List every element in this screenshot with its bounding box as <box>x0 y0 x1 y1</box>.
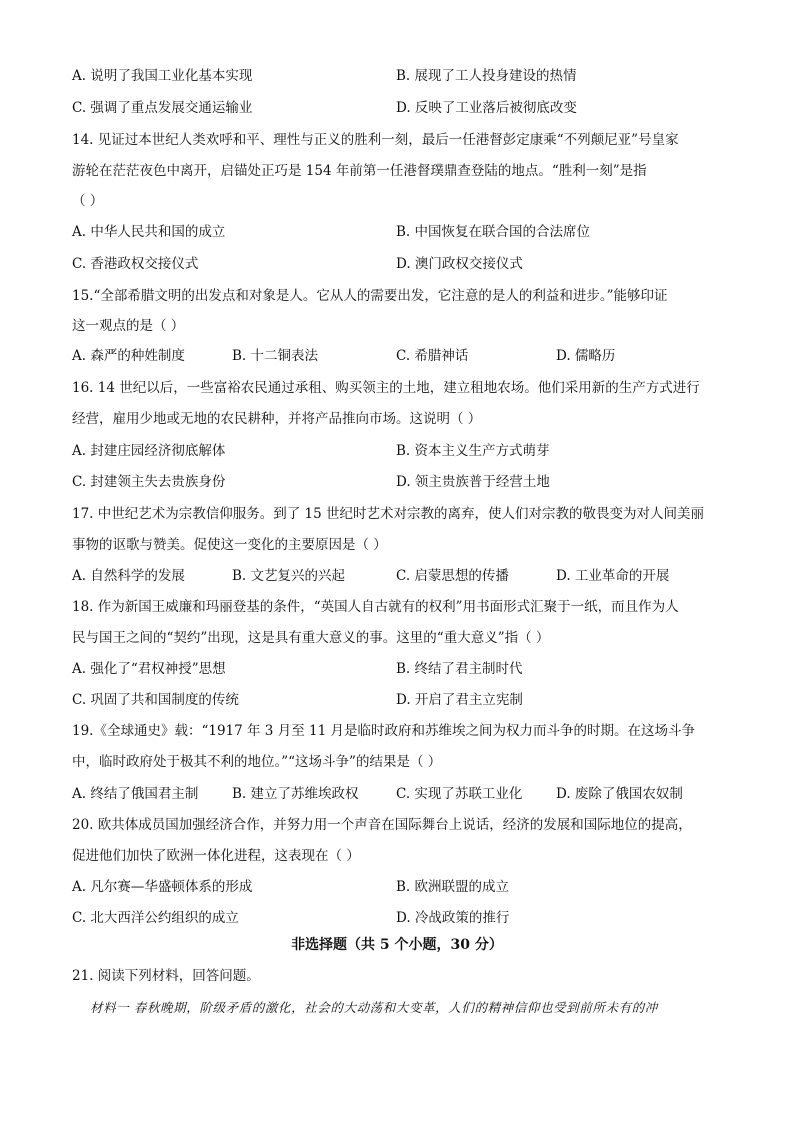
q14-option-a: A. 中华人民共和国的成立 <box>72 224 226 240</box>
q13-option-d: D. 反映了工业落后被彻底改变 <box>396 100 577 116</box>
q13-option-a: A. 说明了我国工业化基本实现 <box>72 68 253 84</box>
q19-option-a: A. 终结了俄国君主制 <box>72 786 199 802</box>
q19-stem-line-1: 19.《全球通史》载：“1917 年 3 月至 11 月是临时政府和苏维埃之间为权力而斗争的时期。在这场斗争 <box>72 723 695 739</box>
q17-option-b: B. 文艺复兴的兴起 <box>232 568 346 584</box>
q17-stem-line-2: 事物的讴歌与赞美。促使这一变化的主要原因是（ ） <box>72 537 387 553</box>
q19-option-b: B. 建立了苏维埃政权 <box>232 786 359 802</box>
q20-option-c: C. 北大西洋公约组织的成立 <box>72 910 239 926</box>
q21-material-one: 材料一 春秋晚期，阶级矛盾的激化，社会的大动荡和大变革，人们的精神信仰也受到前所未有的冲 <box>90 1000 658 1015</box>
q16-option-c: C. 封建领主失去贵族身份 <box>72 474 226 490</box>
q13-option-c: C. 强调了重点发展交通运输业 <box>72 100 253 116</box>
q17-option-a: A. 自然科学的发展 <box>72 568 185 584</box>
q20-option-a: A. 凡尔赛—华盛顿体系的形成 <box>72 879 253 895</box>
q21-stem: 21. 阅读下列材料，回答问题。 <box>72 968 260 984</box>
q18-option-a: A. 强化了“君权神授”思想 <box>72 661 226 677</box>
q15-option-a: A. 森严的种姓制度 <box>72 348 185 364</box>
q14-stem-line-2: 游轮在茫茫夜色中离开，启锚处正巧是 154 年前第一任港督璞鼎查登陆的地点。“胜利一刻”是指 <box>72 163 647 179</box>
q20-stem-line-2: 促进他们加快了欧洲一体化进程，这表现在（ ） <box>72 848 360 864</box>
q19-option-d: D. 废除了俄国农奴制 <box>556 786 683 802</box>
q18-stem-line-2: 民与国王之间的“契约”出现，这是具有重大意义的事。这里的“重大意义”指（ ） <box>72 630 550 646</box>
q19-option-c: C. 实现了苏联工业化 <box>396 786 523 802</box>
q16-stem-line-2: 经营，雇用少地或无地的农民耕种，并将产品推向市场。这说明（ ） <box>72 411 482 427</box>
q15-option-d: D. 儒略历 <box>556 348 616 364</box>
q18-stem-line-1: 18. 作为新国王威廉和玛丽登基的条件，“英国人自古就有的权利”用书面形式汇聚于一纸，而且作为人 <box>72 599 679 615</box>
q16-stem-line-1: 16. 14 世纪以后，一些富裕农民通过承租、购买领主的土地，建立租地农场。他们采用新的生产方式进行 <box>72 380 700 396</box>
q20-option-b: B. 欧洲联盟的成立 <box>396 879 510 895</box>
q13-option-b: B. 展现了工人投身建设的热情 <box>396 68 577 84</box>
q17-option-c: C. 启蒙思想的传播 <box>396 568 509 584</box>
q15-option-c: C. 希腊神话 <box>396 348 469 364</box>
q17-option-d: D. 工业革命的开展 <box>556 568 670 584</box>
q20-option-d: D. 冷战政策的推行 <box>396 910 510 926</box>
q18-option-b: B. 终结了君主制时代 <box>396 661 523 677</box>
q14-option-d: D. 澳门政权交接仪式 <box>396 256 523 272</box>
q14-stem-line-1: 14. 见证过本世纪人类欢呼和平、理性与正义的胜利一刻，最后一任港督彭定康乘“不列颠尼亚”号皇家 <box>72 132 679 148</box>
q16-option-a: A. 封建庄园经济彻底解体 <box>72 443 226 459</box>
q19-stem-line-2: 中，临时政府处于极其不利的地位。”“这场斗争”的结果是（ ） <box>72 754 442 770</box>
q20-stem-line-1: 20. 欧共体成员国加强经济合作，并努力用一个声音在国际舞台上说话，经济的发展和国际地位的提高， <box>72 817 692 833</box>
q15-stem-line-1: 15.“全部希腊文明的出发点和对象是人。它从人的需要出发，它注意的是人的利益和进步。”能够印证 <box>72 288 668 304</box>
q16-option-b: B. 资本主义生产方式萌芽 <box>396 443 550 459</box>
q15-stem-line-2: 这一观点的是（ ） <box>72 318 185 334</box>
q15-option-b: B. 十二铜表法 <box>232 348 319 364</box>
q14-stem-line-3: （ ） <box>72 193 104 209</box>
q14-option-c: C. 香港政权交接仪式 <box>72 256 199 272</box>
q18-option-c: C. 巩固了共和国制度的传统 <box>72 692 239 708</box>
q16-option-d: D. 领主贵族普于经营土地 <box>396 474 550 490</box>
q14-option-b: B. 中国恢复在联合国的合法席位 <box>396 224 591 240</box>
q17-stem-line-1: 17. 中世纪艺术为宗教信仰服务。到了 15 世纪时艺术对宗教的离弃，使人们对宗教的敬畏变为对人间美丽 <box>72 506 705 522</box>
q18-option-d: D. 开启了君主立宪制 <box>396 692 523 708</box>
section-title: 非选择题（共 5 个小题，30 分） <box>291 937 503 953</box>
